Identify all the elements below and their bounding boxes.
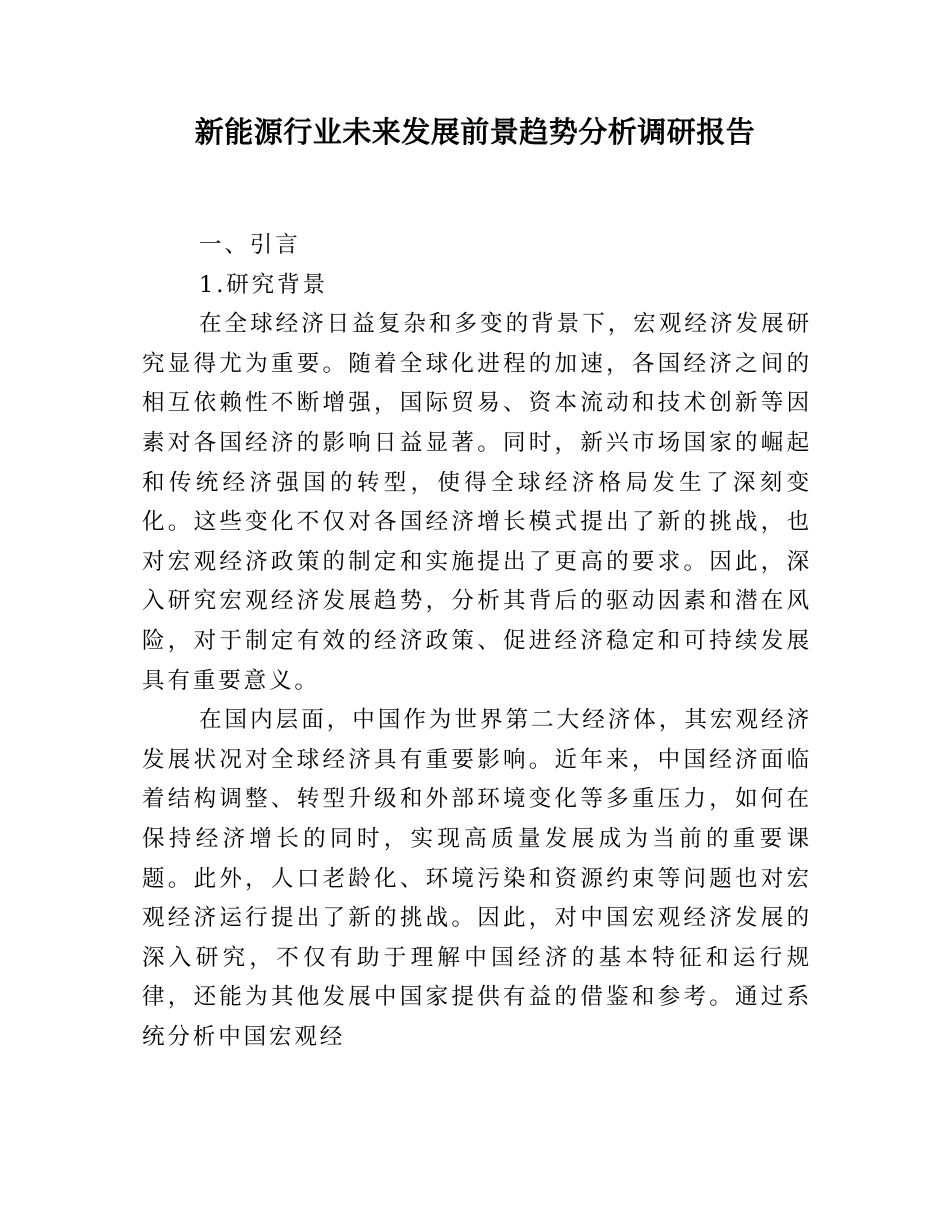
document-title: 新能源行业未来发展前景趋势分析调研报告: [194, 115, 756, 149]
section-heading: 一、引言: [199, 232, 301, 258]
paragraph: 在全球经济日益复杂和多变的背景下，宏观经济发展研究显得尤为重要。随着全球化进程的加速，各国经济之间的相互依赖性不断增强，国际贸易、资本流动和技术创新等因素对各国经济的影响日益显著。同时，新兴市场国家的崛起和传统经济强国的转型，使得全球经济格局发生了深刻变化。这些变化不仅对各国经济增长模式提出了新的挑战，也对宏观经济政策的制定和实施提出了更高的要求。因此，深入研究宏观经济发展趋势，分析其背后的驱动因素和潜在风险，对于制定有效的经济政策、促进经济稳定和可持续发展具有重要意义。: [142, 311, 812, 694]
subsection-heading: 1.研究背景: [199, 271, 328, 298]
paragraph: 在国内层面，中国作为世界第二大经济体，其宏观经济发展状况对全球经济具有重要影响。近年来，中国经济面临着结构调整、转型升级和外部环境变化等多重压力，如何在保持经济增长的同时，实现高质量发展成为当前的重要课题。此外，人口老龄化、环境污染和资源约束等问题也对宏观经济运行提出了新的挑战。因此，对中国宏观经济发展的深入研究，不仅有助于理解中国经济的基本特征和运行规律，还能为其他发展中国家提供有益的借鉴和参考。通过系统分析中国宏观经: [142, 707, 812, 1050]
document-body: [142, 226, 812, 1057]
